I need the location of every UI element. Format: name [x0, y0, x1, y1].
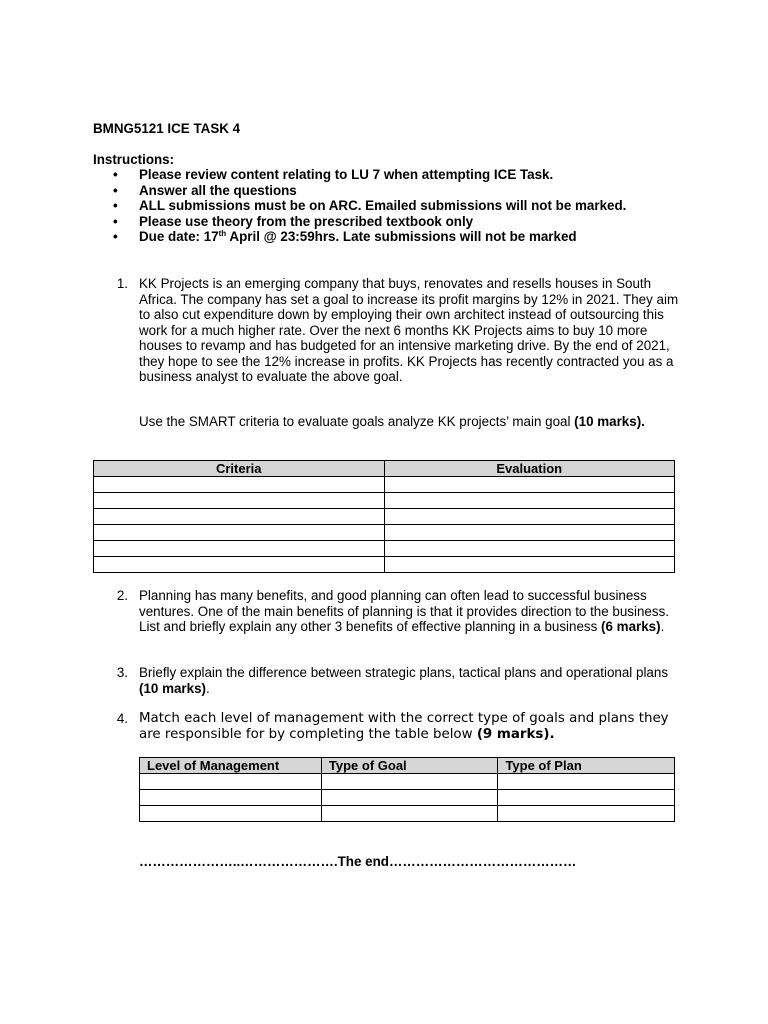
instructions-list [93, 167, 626, 245]
instruction-item: • Please use theory from the prescribed textbook only [113, 213, 474, 229]
question-1-task: Use the SMART criteria to evaluate goals analyze KK projects’ main goal (10 marks). [139, 414, 645, 429]
table-cell[interactable] [384, 541, 675, 557]
instructions-heading: Instructions: [93, 152, 175, 167]
table-header-row [140, 758, 675, 774]
table-cell[interactable] [140, 790, 322, 806]
bullet-icon: • [113, 229, 118, 244]
table-cell[interactable] [321, 774, 498, 790]
bullet-icon: • [113, 198, 118, 213]
table-cell[interactable] [140, 774, 322, 790]
instruction-item: • Answer all the questions [113, 182, 297, 198]
question-4-text: Match each level of management with the correct type of goals and plans they are responsible for by completing the table below (9 marks). [139, 711, 669, 742]
table-row [140, 806, 675, 822]
bullet-icon: • [113, 182, 118, 198]
table-row [94, 525, 675, 541]
table-cell[interactable] [384, 557, 675, 573]
bullet-icon: • [113, 167, 118, 182]
table-cell[interactable] [94, 541, 385, 557]
table-cell[interactable] [140, 806, 322, 822]
column-header: Criteria [94, 461, 385, 477]
instruction-item: • Please review content relating to LU 7 when attempting ICE Task. [113, 167, 554, 182]
table-row [94, 493, 675, 509]
question-number: 1. [116, 276, 128, 291]
table-row [94, 557, 675, 573]
table-cell[interactable] [94, 477, 385, 493]
marks: (6 marks) [601, 619, 661, 634]
table-cell[interactable] [498, 790, 675, 806]
table-row [140, 774, 675, 790]
marks: (10 marks). [574, 414, 645, 429]
smart-criteria-table [93, 460, 675, 573]
question-1-paragraph: KK Projects is an emerging company that buys, renovates and resells houses in South Africa. The company has set a goal to increase its profit margins by 12% in 2021. They aim to also cut expenditure down by employing their own architect instead of outsourcing this work for a much higher rate. Over the next 6 months KK Projects aims to buy 10 more houses to revamp and has budgeted for an intensive marketing drive. By the end of 2021, they hope to see the 12% increase in profits. KK Projects has recently contracted you as a business analyst to evaluate the above goal. [139, 276, 679, 384]
column-header: Type of Plan [498, 758, 675, 774]
end-line: …………………..………………….The end…………………………………… [139, 854, 577, 869]
table-row [94, 541, 675, 557]
table-row [140, 790, 675, 806]
marks: (9 marks). [476, 727, 555, 742]
instruction-item-due-date: • Due date: 17th April @ 23:59hrs. Late submissions will not be marked [113, 229, 577, 244]
document-title: BMNG5121 ICE TASK 4 [93, 121, 241, 136]
management-levels-table [139, 757, 675, 822]
question-number: 4. [116, 711, 128, 726]
question-3-text: Briefly explain the difference between strategic plans, tactical plans and operational plans (10 marks). [139, 665, 669, 696]
table-cell[interactable] [498, 806, 675, 822]
table-cell[interactable] [384, 493, 675, 509]
column-header: Type of Goal [321, 758, 498, 774]
table-cell[interactable] [94, 493, 385, 509]
table-row [94, 477, 675, 493]
table-cell[interactable] [94, 525, 385, 541]
table-cell[interactable] [94, 509, 385, 525]
column-header: Evaluation [384, 461, 675, 477]
table-header-row [94, 461, 675, 477]
instruction-item: • ALL submissions must be on ARC. Emailed submissions will not be marked. [113, 198, 627, 213]
table-cell[interactable] [94, 557, 385, 573]
marks: (10 marks) [139, 680, 206, 696]
question-2-text: Planning has many benefits, and good planning can often lead to successful business ventures. One of the main benefits of planning is that it provides direction to the business. List and briefly explain any other 3 benefits of effective planning in a business (6 marks). [139, 588, 669, 634]
table-cell[interactable] [384, 509, 675, 525]
question-number: 3. [116, 665, 128, 680]
table-cell[interactable] [321, 806, 498, 822]
table-cell[interactable] [384, 525, 675, 541]
column-header: Level of Management [140, 758, 322, 774]
question-number: 2. [116, 588, 128, 603]
table-cell[interactable] [384, 477, 675, 493]
table-cell[interactable] [498, 774, 675, 790]
bullet-icon: • [113, 213, 118, 229]
table-cell[interactable] [321, 790, 498, 806]
table-row [94, 509, 675, 525]
